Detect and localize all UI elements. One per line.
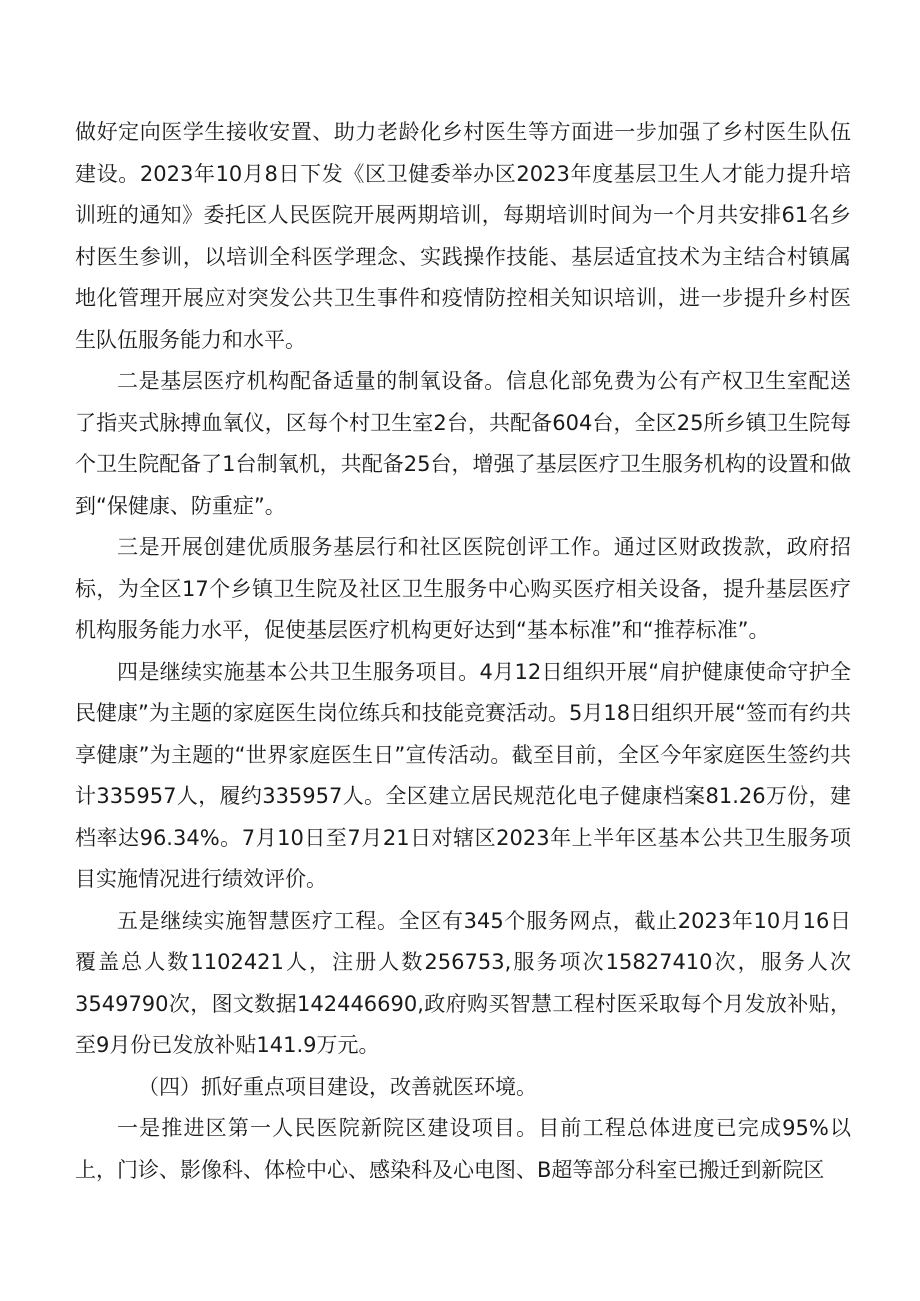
- paragraph-smart-medical: 五是继续实施智慧医疗工程。全区有345个服务网点，截止2023年10月16日覆盖总人数1102421人，注册人数256753,服务项次15827410次，服务人次3549790次，图文数据142446690,政府购买智慧工程村医采取每个月发放补贴，至9月份已发放补贴141.9万元。: [75, 908, 851, 1057]
- paragraph-continuation: 做好定向医学生接收安置、助力老龄化乡村医生等方面进一步加强了乡村医生队伍建设。2023年10月8日下发《区卫健委举办区2023年度基层卫生人才能力提升培训班的通知》委托区人民医院开展两期培训，每期培训时间为一个月共安排61名乡村医生参训，以培训全科医学理念、实践操作技能、基层适宜技术为主结合村镇属地化管理开展应对突发公共卫生事件和疫情防控相关知识培训，进一步提升乡村医生队伍服务能力和水平。: [75, 120, 851, 352]
- section-heading: （四）抓好重点项目建设，改善就医环境。: [138, 1074, 537, 1099]
- paragraph-quality-service: 三是开展创建优质服务基层行和社区医院创评工作。通过区财政拨款，政府招标，为全区17个乡镇卫生院及社区卫生服务中心购买医疗相关设备，提升基层医疗机构服务能力水平，促使基层医疗机构更好达到“基本标准”和“推荐标准”。: [75, 535, 851, 642]
- paragraph-public-health: 四是继续实施基本公共卫生服务项目。4月12日组织开展“肩护健康使命守护全民健康”为主题的家庭医生岗位练兵和技能竞赛活动。5月18日组织开展“签而有约共享健康”为主题的“世界家庭医生日”宣传活动。截至目前，全区今年家庭医生签约共计335957人，履约335957人。全区建立居民规范化电子健康档案81.26万份，建档率达96.34%。7月10日至7月21日对辖区2023年上半年区基本公共卫生服务项目实施情况进行绩效评价。: [75, 659, 851, 891]
- paragraph-new-campus: 一是推进区第一人民医院新院区建设项目。目前工程总体进度已完成95%以上，门诊、影像科、体检中心、感染科及心电图、B超等部分科室已搬迁到新院区: [75, 1116, 851, 1182]
- paragraph-oxygen-equipment: 二是基层医疗机构配备适量的制氧设备。信息化部免费为公有产权卫生室配送了指夹式脉搏血氧仪，区每个村卫生室2台，共配备604台，全区25所乡镇卫生院每个卫生院配备了1台制氧机，共配备25台，增强了基层医疗卫生服务机构的设置和做到“保健康、防重症”。: [75, 369, 851, 518]
- document-body: [75, 112, 851, 1191]
